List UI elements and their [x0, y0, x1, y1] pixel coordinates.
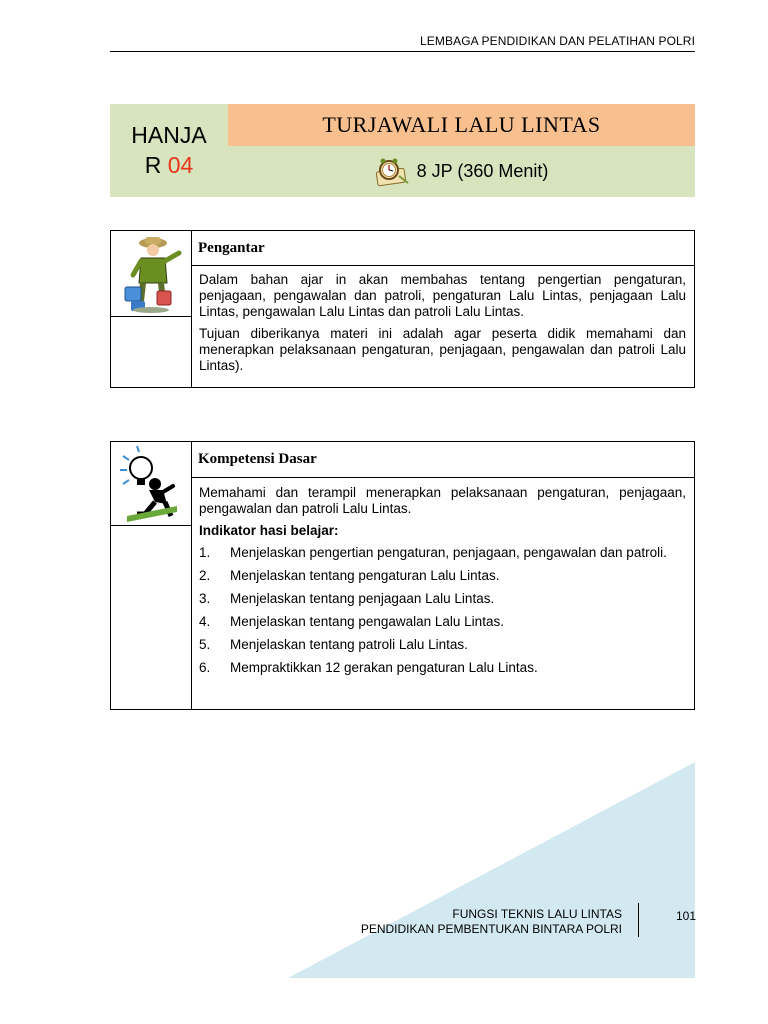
pengantar-section: [110, 230, 695, 388]
kompetensi-heading: Kompetensi Dasar: [191, 442, 694, 478]
footer-line-2: PENDIDIKAN PEMBENTUKAN BINTARA POLRI: [360, 922, 622, 936]
lightbulb-idea-icon: [111, 442, 191, 525]
list-item-number: 3.: [199, 591, 211, 606]
duration-box: [228, 146, 695, 197]
list-item-number: 6.: [199, 660, 211, 675]
pengantar-paragraph-1: Dalam bahan ajar in akan membahas tentang pengertian pengaturan, penjagaan, pengawalan dan patroli, pengaturan Lalu Lintas, penjagaan Lalu Lintas, pengawalan Lalu Lintas dan patroli Lalu Lintas.: [199, 272, 686, 319]
pengantar-heading: Pengantar: [191, 231, 694, 266]
hanjar-line2-prefix: R: [144, 151, 168, 178]
footer-course-info: [361, 907, 622, 937]
list-item-number: 4.: [199, 614, 211, 629]
indikator-list: [199, 545, 686, 676]
list-item: [199, 591, 686, 607]
kompetensi-section: [110, 441, 695, 710]
pengantar-icon-cell: [111, 231, 191, 317]
list-item-text: Menjelaskan pengertian pengaturan, penjagaan, pengawalan dan patroli.: [230, 545, 667, 560]
hanjar-label-box: [110, 104, 228, 197]
list-item-text: Menjelaskan tentang patroli Lalu Lintas.: [230, 637, 468, 652]
footer-line-1: FUNGSI TEKNIS LALU LINTAS: [452, 907, 622, 921]
kompetensi-icon-cell: [111, 442, 191, 526]
list-item: [199, 568, 686, 584]
indikator-label: Indikator hasi belajar:: [199, 523, 339, 538]
header-institution: LEMBAGA PENDIDIKAN DAN PELATIHAN POLRI: [420, 34, 695, 48]
list-item: [199, 637, 686, 653]
page-number: 101: [676, 909, 697, 923]
list-item-text: Menjelaskan tentang pengaturan Lalu Lintas.: [230, 568, 500, 583]
hanjar-number: 04: [167, 151, 194, 178]
list-item-text: Menjelaskan tentang penjagaan Lalu Lintas.: [230, 591, 495, 606]
pengantar-body: [199, 272, 686, 380]
module-title-box: [228, 104, 695, 146]
list-item-number: 2.: [199, 568, 211, 583]
pengantar-paragraph-2: Tujuan diberikanya materi ini adalah agar peserta didik memahami dan menerapkan pelaksanaan pengaturan, penjagaan, pengawalan dan patroli Lalu Lintas).: [199, 326, 686, 373]
module-title: TURJAWALI LALU LINTAS: [322, 112, 601, 137]
list-item: [199, 660, 686, 676]
list-item-number: 1.: [199, 545, 211, 560]
duration-text: 8 JP (360 Menit): [416, 161, 549, 181]
kompetensi-paragraph: Memahami dan terampil menerapkan pelaksanaan pengaturan, penjagaan, pengawalan dan patroli Lalu Lintas.: [199, 485, 686, 516]
alarm-clock-icon: [375, 156, 411, 188]
list-item: [199, 614, 686, 630]
kompetensi-body: [199, 485, 686, 683]
list-item-text: Menjelaskan tentang pengawalan Lalu Lintas.: [230, 614, 504, 629]
list-item-number: 5.: [199, 637, 211, 652]
header-divider: [110, 51, 695, 52]
list-item: [199, 545, 686, 561]
list-item-text: Mempraktikkan 12 gerakan pengaturan Lalu Lintas.: [230, 660, 538, 675]
hanjar-label: [131, 121, 206, 181]
explorer-traveler-icon: [111, 231, 191, 316]
hanjar-line1: HANJA: [131, 121, 207, 148]
footer-divider: [638, 903, 639, 937]
